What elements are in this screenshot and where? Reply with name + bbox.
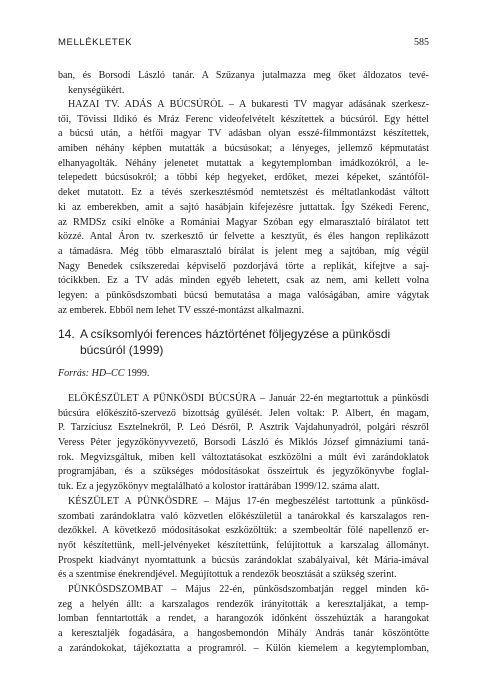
text-line: tócikkben. Ez a TV adás minden egyéb lehetett, csak az nem, ami kellett volna	[58, 275, 429, 287]
text-line: deket mutatott. Ez a tévés szerkesztésmód nemtetszést és méltatlankodást váltott	[58, 187, 429, 199]
text-line: legyen: a pünkösdszombati búcsú bemutatása a maga valóságában, amire vágytak	[58, 289, 429, 301]
text-line: elhanyagolták. Néhány jelenetet mutattak a kegytemplomban imádkozókról, a le-	[58, 157, 429, 169]
paragraph-preparation	[58, 392, 429, 495]
section-heading	[58, 326, 438, 358]
text-line: dezőkkel. A következő módosításokat eszközöltük: a szembeoltár fölé napellenző er-	[58, 525, 429, 537]
section-title-line: búcsúról (1999)	[80, 343, 164, 357]
source-label: Forrás: HD–CC	[58, 368, 125, 379]
text-line: a támadásra. Még több elmarasztaló bírálat is jelent meg a sajtóban, míg végül	[58, 245, 429, 257]
text-line: nyőt készítettünk, mell-jelvényeket készítettünk, felújítottuk a karszalag állományt.	[58, 540, 429, 552]
text-line: rok. Megvizsgáltuk, miben kell változtatásokat eszközölni a múlt évi zarándoklatok	[58, 451, 429, 463]
text-line: Prospekt kiadványt nyomtattunk a búcsús zarándoklat szabályaival, két Mária-imával	[58, 554, 429, 566]
text-line: amiben néhány képben mutatták a búcsúsokat; a lényeges, jellemző képmutatást	[58, 143, 429, 155]
running-title: MELLÉKLETEK	[58, 37, 133, 48]
text-line: KÉSZÜLET A PÜNKÖSDRE – Május 17-én megbeszélést tartottunk a pünkösd-	[68, 496, 429, 507]
text-line: ELŐKÉSZÜLET A PÜNKÖSDI BÚCSÚRA – Január 22-én megtartottuk a pünkösdi	[68, 393, 429, 404]
paragraph-pentecost-prep	[58, 495, 429, 583]
text-line: PÜNKÖSDSZOMBAT – Május 22-én, pünkösdszombatján reggel minden kö-	[68, 584, 429, 595]
text-line: programjában, és a szükséges módosításokat összeírtuk és jegyzőkönyvbe foglal-	[58, 466, 429, 478]
source-year: 1999.	[124, 368, 150, 379]
text-line: az emberek. Ebből nem lehet TV esszé-montázst alkalmazni.	[58, 304, 304, 316]
text-line: lomban fenntartották a rendet, a harangozók időnként összehúzták a harangokat	[58, 613, 429, 625]
text-line: Veress Péter jegyzőkönyvvezető, Borsodi László és Miklós József gimnáziumi taná-	[58, 437, 429, 449]
text-line: P. Tarzíciusz Esztelnekről, P. Leó Désről, P. Asztrik Vajdahunyadról, polgári részről	[58, 422, 429, 434]
section-title-line: A csíksomlyói ferences háztörténet följegyzése a pünkösdi	[80, 327, 391, 341]
text-line: HAZAI TV. ADÁS A BÚCSÚRÓL – A bukaresti TV magyar adásának szerkesz-	[68, 99, 429, 110]
text-line: telepedett búcsúsokról; a többi kép hegyeket, erdőket, mezei képeket, szántóföl-	[58, 172, 429, 184]
text-line: zeg a helyén állt: a karszalagos rendezők irányították a keresztaljákat, a temp-	[58, 598, 429, 610]
text-line: kenységükért.	[68, 84, 125, 96]
text-line: a búcsú után, a hétfői magyar TV adásban olyan esszé-filmmontázst készítettek,	[58, 128, 429, 140]
page-number: 585	[414, 37, 429, 48]
source-citation	[58, 368, 149, 379]
text-line: tői, Tövissi Ildikó és Mráz Ferenc videofelvételt készítettek a búcsúról. Egy héttel	[58, 113, 429, 125]
text-line: szombati zarándoklatra való közvetlen előkészületül a tanárokkal és karszalagos ren-	[58, 510, 429, 522]
text-line: Nagy Benedek csíkszeredai képviselő pozdorjává törte a replikát, kifejtve a saj-	[58, 260, 429, 272]
text-line: az RMDSz csíki elnöke a Romániai Magyar Szóban egy elmarasztaló bírálatot tett	[58, 216, 429, 228]
text-line: ki az emberekben, amit a sajtó hasábjain kifejezésre juttattak. Így Székedi Ferenc,	[58, 201, 429, 213]
text-line: tuk. Ez a jegyzőkönyv megtalálható a kolostor irattárában 1999/12. száma alatt.	[58, 481, 380, 493]
text-line: közzé. Antal Áron tv. szerkesztő úr felvette a kesztyűt, és éles hangon replikázott	[58, 231, 429, 243]
paragraph-pentecost-saturday	[58, 583, 429, 656]
text-line: és a szentmise énekrendjével. Megújítottuk a rendezők beosztását a szükség szerint.	[58, 569, 397, 581]
section-number: 14.	[58, 327, 75, 341]
text-line: a zarándokokat, tájékoztatta a programról. – Külön kiemelem a kegytemplomban,	[58, 642, 429, 654]
text-line: a keresztaljék fogadására, a hangosbemondón Mihály András tanár köszöntötte	[58, 628, 429, 640]
text-line: búcsúra előkészítő-szervező bizottság gyűlését. Jelen voltak: P. Albert, én magam,	[58, 407, 429, 419]
running-header	[58, 37, 429, 51]
paragraph-continuation	[58, 69, 429, 98]
paragraph-tv-broadcast	[58, 98, 429, 318]
text-line: ban, és Borsodi László tanár. A Szűzanya jutalmazza meg őket áldozatos tevé-	[58, 70, 429, 81]
